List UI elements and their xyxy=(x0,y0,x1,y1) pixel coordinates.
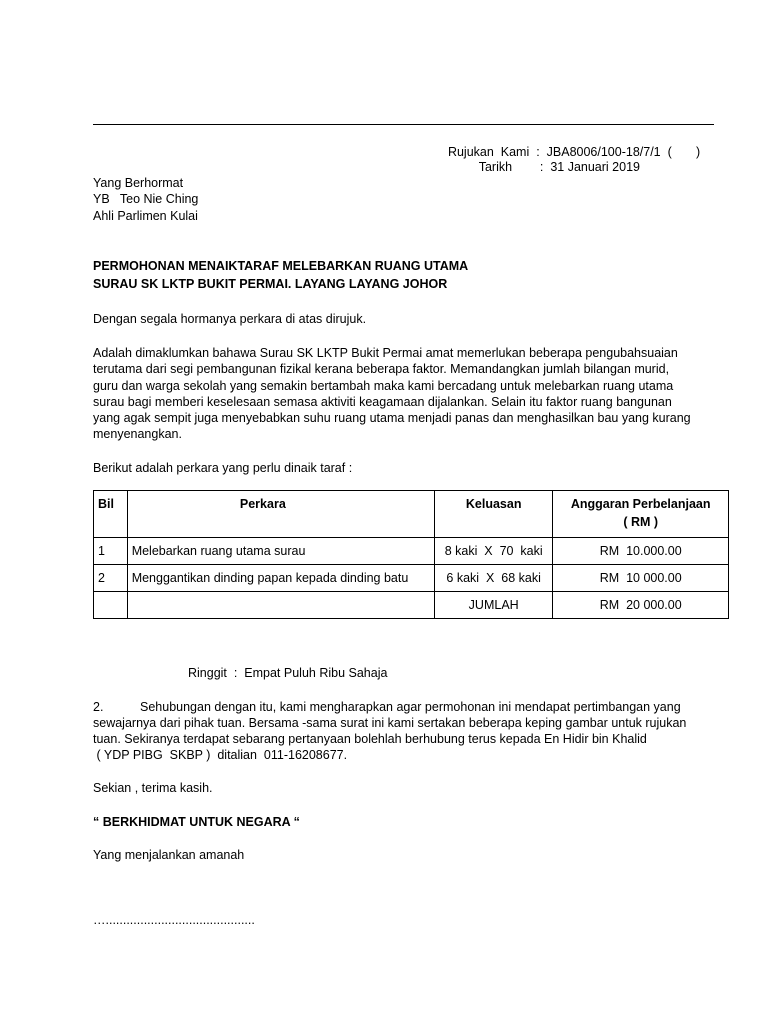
header-anggaran-line-1: Anggaran Perbelanjaan xyxy=(570,497,711,511)
recipient-name: YB Teo Nie Ching xyxy=(93,192,199,206)
paragraph-1-line: terutama dari segi pembangunan fizikal kerana beberapa faktor. Memandangkan jumlah bilangan murid, xyxy=(93,362,670,377)
paragraph-1-line: yang agak sempit juga menyebabkan suhu ruang utama menjadi panas dan menghasilkan bau yang kurang xyxy=(93,411,691,426)
date-line xyxy=(472,143,640,175)
cell-perkara: Melebarkan ruang utama surau xyxy=(127,538,434,565)
ringgit-line: Ringgit : Empat Puluh Ribu Sahaja xyxy=(188,666,388,680)
table-row xyxy=(94,538,729,565)
header-anggaran xyxy=(553,491,729,538)
header-bil: Bil xyxy=(94,491,128,538)
date-separator: : xyxy=(539,160,544,174)
paragraph-2-number: 2. xyxy=(93,700,104,714)
paragraph-2-line: sewajarnya dari pihak tuan. Bersama -sama surat ini kami sertakan beberapa keping gambar untuk rujukan xyxy=(93,716,687,730)
paragraph-2-line: tuan. Sekiranya terdapat sebarang pertanyaan bolehlah berhubung terus kepada En Hidir bin Khalid xyxy=(93,732,647,746)
items-table xyxy=(93,490,729,619)
header-perkara: Perkara xyxy=(127,491,434,538)
list-intro: Berikut adalah perkara yang perlu dinaik taraf : xyxy=(93,461,353,475)
cell-perkara: Menggantikan dinding papan kepada dinding batu xyxy=(127,565,434,592)
ref-value: JBA8006/100-18/7/1 ( ) xyxy=(546,145,701,159)
header-rule xyxy=(93,124,714,125)
cell-keluasan: 6 kaki X 68 kaki xyxy=(434,565,552,592)
signature-prefix: … xyxy=(93,913,106,927)
paragraph-1-line: menyenangkan. xyxy=(93,427,182,442)
cell-anggaran: RM 10.000.00 xyxy=(553,538,729,565)
paragraph-1-line: surau bagi memberi keselesaan semasa aktiviti keagamaan dijalankan. Selain itu faktor ruang bangunan xyxy=(93,394,672,409)
cell-bil: 1 xyxy=(94,538,128,565)
recipient-title: Ahli Parlimen Kulai xyxy=(93,209,198,223)
header-anggaran-line-2: ( RM ) xyxy=(623,515,659,529)
closing-motto: “ BERKHIDMAT UNTUK NEGARA “ xyxy=(93,815,300,829)
date-spacer xyxy=(512,160,540,174)
recipient-salutation: Yang Berhormat xyxy=(93,176,184,190)
date-value: 31 Januari 2019 xyxy=(550,160,640,174)
total-label: JUMLAH xyxy=(434,592,552,619)
paragraph-1-line: Adalah dimaklumkan bahawa Surau SK LKTP Bukit Permai amat memerlukan beberapa pengubahsuaian xyxy=(93,346,678,360)
date-label: Tarikh xyxy=(478,160,513,174)
total-value: RM 20 000.00 xyxy=(553,592,729,619)
paragraph-2-line: ( YDP PIBG SKBP ) ditalian 011-16208677. xyxy=(93,748,348,762)
ref-label: Rujukan Kami xyxy=(447,145,530,159)
opening-line: Dengan segala hormanya perkara di atas dirujuk. xyxy=(93,312,367,326)
table-header-row xyxy=(94,491,729,538)
paragraph-2-line: Sehubungan dengan itu, kami mengharapkan agar permohonan ini mendapat pertimbangan yang xyxy=(140,700,681,714)
cell-keluasan: 8 kaki X 70 kaki xyxy=(434,538,552,565)
paragraph-1-line: guru dan warga sekolah yang semakin bertambah maka kami bercadang untuk melebarkan ruang utama xyxy=(93,378,674,393)
cell-anggaran: RM 10 000.00 xyxy=(553,565,729,592)
ref-separator: : xyxy=(536,145,540,159)
table-total-row xyxy=(94,592,729,619)
cell-bil: 2 xyxy=(94,565,128,592)
cell-bil-empty xyxy=(94,592,128,619)
signature-line xyxy=(93,912,255,928)
paragraph-1 xyxy=(93,345,713,443)
signature-dots: ........................................... xyxy=(105,913,255,927)
cell-perkara-empty xyxy=(127,592,434,619)
closing-thanks: Sekian , terima kasih. xyxy=(93,781,213,795)
table-row xyxy=(94,565,729,592)
header-keluasan: Keluasan xyxy=(434,491,552,538)
subject-line-1: PERMOHONAN MENAIKTARAF MELEBARKAN RUANG UTAMA xyxy=(93,259,469,273)
subject-line-2: SURAU SK LKTP BUKIT PERMAI. LAYANG LAYANG JOHOR xyxy=(93,277,448,291)
closing-trust: Yang menjalankan amanah xyxy=(93,848,245,862)
